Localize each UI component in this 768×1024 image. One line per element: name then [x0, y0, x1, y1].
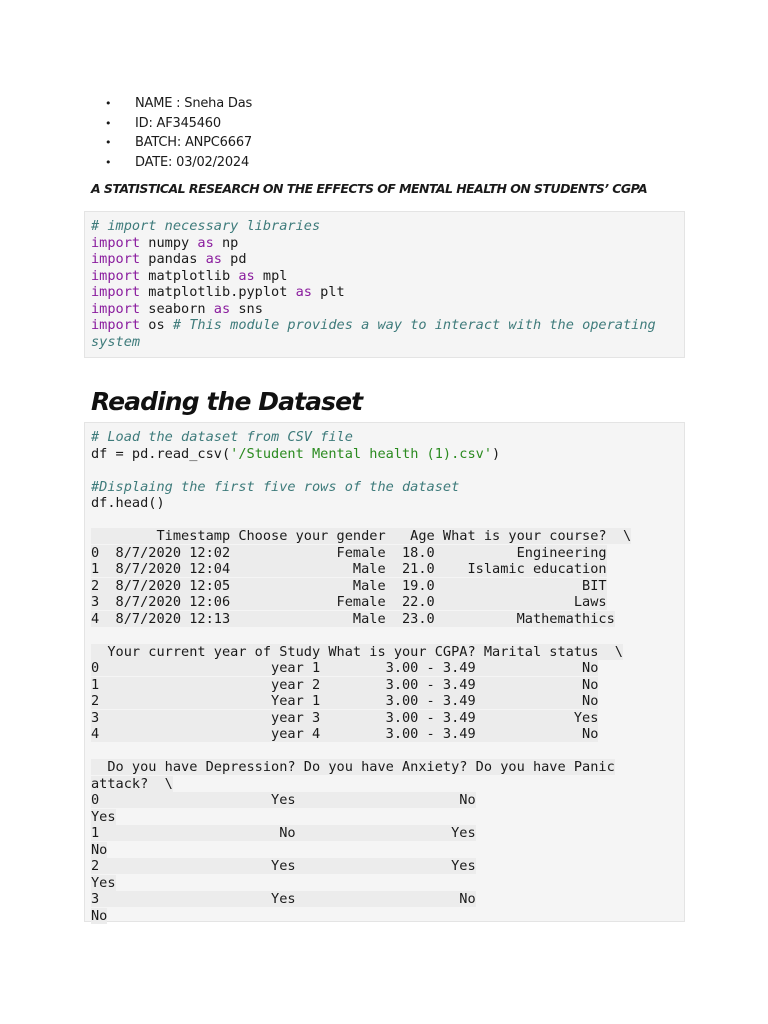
bullet-icon: • [105, 136, 112, 150]
keyword-as: as [213, 300, 231, 317]
output-text: 4 year 4 3.00 - 3.49 No [91, 726, 599, 742]
output-line [91, 693, 684, 710]
output-text: 0 8/7/2020 12:02 Female 18.0 Engineering [91, 544, 607, 561]
output-text: 3 8/7/2020 12:06 Female 22.0 Laws [91, 594, 607, 610]
code-head-call: df.head() [91, 495, 165, 511]
output-text: No [91, 907, 108, 924]
output-text: 3 Yes No [91, 891, 476, 907]
bullet-icon: • [105, 97, 112, 110]
output-text: Your current year of Study What is your CGPA? Marital status \ [91, 643, 623, 660]
report-title: A STATISTICAL RESEARCH ON THE EFFECTS OF MENTAL HEALTH ON STUDENTS’ CGPA [91, 181, 648, 196]
code-read-dataset [85, 429, 684, 512]
module-name: os [140, 317, 173, 333]
info-name [105, 94, 252, 114]
module-name: matplotlib [140, 267, 239, 284]
output-line [91, 759, 684, 776]
keyword-as: as [197, 234, 214, 251]
output-line [91, 858, 684, 875]
output-text: 1 No Yes [91, 825, 476, 841]
output-text: 1 8/7/2020 12:04 Male 21.0 Islamic education [91, 561, 607, 577]
code-comment: #Displaing the first five rows of the dataset [91, 478, 460, 495]
module-alias: plt [311, 284, 345, 300]
info-id-text: ID: AF345460 [135, 115, 221, 131]
output-text: 0 Yes No [91, 792, 476, 808]
spacer [85, 743, 684, 760]
output-text: Yes [91, 808, 116, 825]
spacer [85, 627, 684, 644]
keyword-import: import [91, 317, 141, 333]
module-name: numpy [140, 234, 198, 251]
module-alias: np [213, 234, 239, 251]
student-info-list [105, 94, 252, 172]
module-alias: sns [230, 300, 263, 317]
module-name: matplotlib.pyplot [140, 284, 296, 300]
bullet-icon: • [105, 155, 112, 169]
output-line [91, 891, 684, 908]
output-line [91, 611, 684, 628]
keyword-import: import [91, 251, 141, 267]
keyword-as: as [205, 251, 222, 267]
output-text: 2 Yes Yes [91, 858, 476, 874]
output-line [91, 908, 684, 925]
output-text: 0 year 1 3.00 - 3.49 No [91, 660, 599, 676]
bullet-icon: • [105, 116, 112, 130]
keyword-import: import [91, 267, 141, 284]
output-line [91, 594, 684, 611]
output-line [91, 875, 684, 892]
output-line [91, 809, 684, 826]
code-comment: system [91, 333, 141, 350]
output-text: 2 8/7/2020 12:05 Male 19.0 BIT [91, 577, 607, 594]
info-id [105, 114, 252, 134]
output-line [91, 776, 684, 793]
code-comment: # This module provides a way to interact with the operating [172, 317, 656, 333]
code-string: '/Student Mental health (1).csv' [230, 445, 493, 462]
output-text: 3 year 3 3.00 - 3.49 Yes [91, 709, 599, 726]
keyword-import: import [91, 234, 141, 251]
output-line [91, 842, 684, 859]
module-name: pandas [140, 251, 206, 267]
output-line [91, 545, 684, 562]
output-block-2 [85, 644, 684, 743]
module-alias: pd [221, 251, 247, 267]
info-name-text: NAME : Sneha Das [135, 96, 253, 111]
output-line [91, 660, 684, 677]
code-read-close: ) [492, 445, 501, 462]
output-line [91, 561, 684, 578]
code-comment: # Load the dataset from CSV file [91, 429, 353, 445]
output-line [91, 792, 684, 809]
keyword-as: as [295, 284, 312, 300]
code-cell-read-dataset [84, 422, 685, 922]
output-text: No [91, 841, 108, 858]
keyword-import: import [91, 284, 141, 300]
code-imports [85, 218, 684, 350]
info-date-text: DATE: 03/02/2024 [135, 154, 250, 170]
code-read-call: df = pd.read_csv( [91, 445, 231, 462]
output-text: 2 Year 1 3.00 - 3.49 No [91, 693, 599, 709]
output-text: Timestamp Choose your gender Age What is your course? \ [91, 528, 632, 544]
info-date [105, 153, 252, 173]
info-batch [105, 133, 252, 153]
output-text: 4 8/7/2020 12:13 Male 23.0 Mathemathics [91, 610, 615, 627]
code-cell-imports [84, 211, 685, 358]
module-alias: mpl [254, 267, 288, 284]
output-line [91, 578, 684, 595]
output-line [91, 528, 684, 545]
output-line [91, 644, 684, 661]
spacer [85, 512, 684, 529]
info-batch-text: BATCH: ANPC6667 [135, 135, 252, 151]
output-text: attack? \ [91, 775, 173, 792]
output-block-3 [85, 759, 684, 924]
output-line [91, 825, 684, 842]
output-line [91, 710, 684, 727]
output-text: 1 year 2 3.00 - 3.49 No [91, 676, 599, 693]
keyword-as: as [238, 267, 255, 284]
output-line [91, 726, 684, 743]
code-comment: # import necessary libraries [91, 218, 321, 234]
keyword-import: import [91, 300, 141, 317]
module-name: seaborn [140, 300, 214, 317]
output-block-1 [85, 528, 684, 627]
section-heading: Reading the Dataset [91, 387, 363, 416]
output-line [91, 677, 684, 694]
output-text: Yes [91, 874, 116, 891]
output-text: Do you have Depression? Do you have Anxiety? Do you have Panic [91, 759, 615, 775]
